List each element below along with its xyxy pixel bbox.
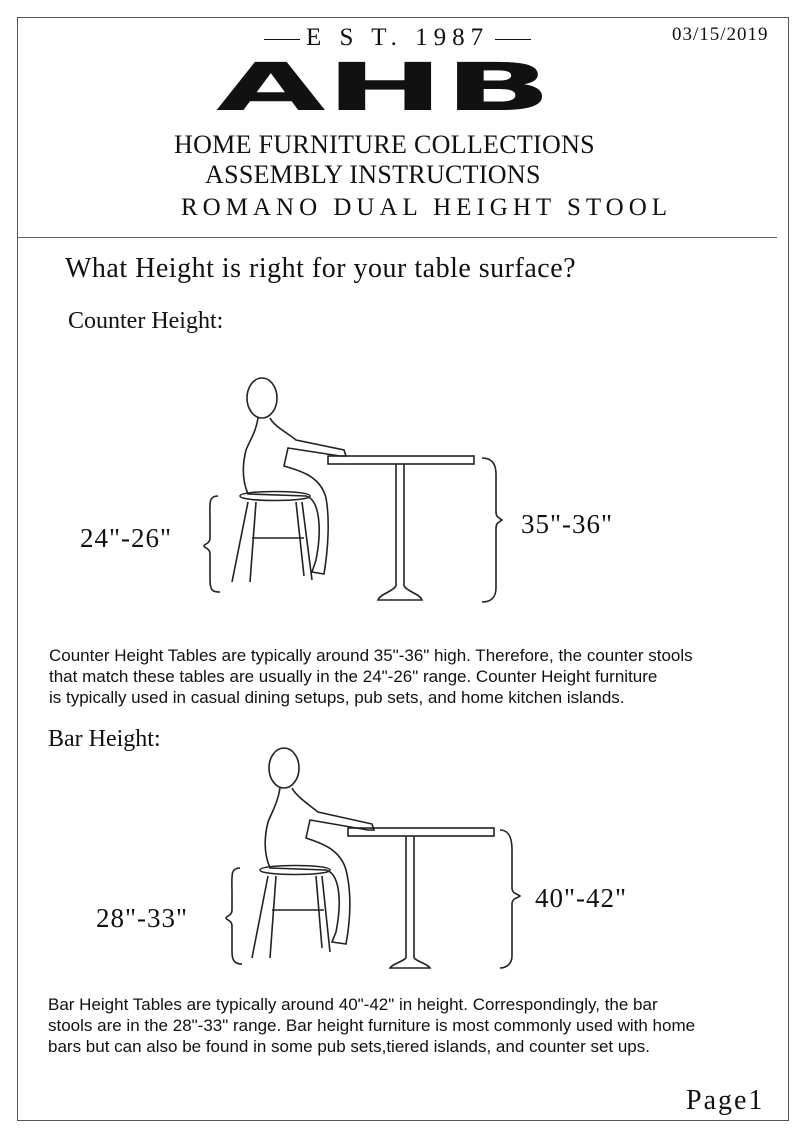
description-line: that match these tables are usually in the 24"-26" range. Counter Height furniture	[49, 667, 658, 686]
bar-stool-legs	[252, 876, 330, 958]
assembly-title: ASSEMBLY INSTRUCTIONS	[205, 160, 541, 189]
counter-table-bracket	[482, 458, 502, 602]
counter-table-pedestal	[378, 464, 422, 600]
description-line: bars but can also be found in some pub sets,tiered islands, and counter set ups.	[48, 1037, 650, 1056]
counter-height-illustration	[200, 370, 510, 610]
counter-person-head	[247, 378, 277, 418]
established-line	[258, 24, 537, 52]
description-line: Counter Height Tables are typically around 35"-36" high. Therefore, the counter stools	[49, 646, 693, 665]
bar-stool-bracket	[226, 868, 242, 964]
brand-logo	[214, 49, 554, 126]
bar-person-head	[269, 748, 299, 788]
counter-height-description	[49, 645, 693, 708]
description-line: stools are in the 28"-33" range. Bar height furniture is most commonly used with home	[48, 1016, 696, 1035]
bar-table-pedestal	[390, 836, 430, 968]
description-line: is typically used in casual dining setups, pub sets, and home kitchen islands.	[49, 688, 625, 707]
page-number: Page1	[686, 1085, 765, 1116]
counter-person-body	[243, 418, 346, 574]
bar-table-bracket	[500, 830, 520, 968]
header-divider	[18, 237, 777, 238]
bar-height-heading: Bar Height:	[48, 726, 161, 752]
counter-stool-measurement: 24"-26"	[80, 523, 173, 553]
bar-table-measurement: 40"-42"	[535, 883, 628, 913]
description-line: Bar Height Tables are typically around 40"-42" in height. Correspondingly, the bar	[48, 995, 658, 1014]
document-date: 03/15/2019	[672, 24, 769, 45]
collections-title: HOME FURNITURE COLLECTIONS	[174, 130, 595, 159]
bar-stool-measurement: 28"-33"	[96, 903, 189, 933]
counter-stool-bracket	[204, 496, 220, 592]
counter-height-heading: Counter Height:	[68, 308, 224, 334]
established-text: E S T. 1987	[306, 24, 490, 51]
bar-height-illustration	[222, 746, 532, 976]
counter-stool-legs	[232, 502, 312, 582]
brand-logo-text: AHB	[216, 49, 552, 126]
bar-height-description	[48, 994, 695, 1057]
section-question: What Height is right for your table surface?	[65, 253, 577, 284]
counter-table-top	[328, 456, 474, 464]
counter-table-measurement: 35"-36"	[521, 509, 614, 539]
product-title: ROMANO DUAL HEIGHT STOOL	[181, 194, 673, 221]
